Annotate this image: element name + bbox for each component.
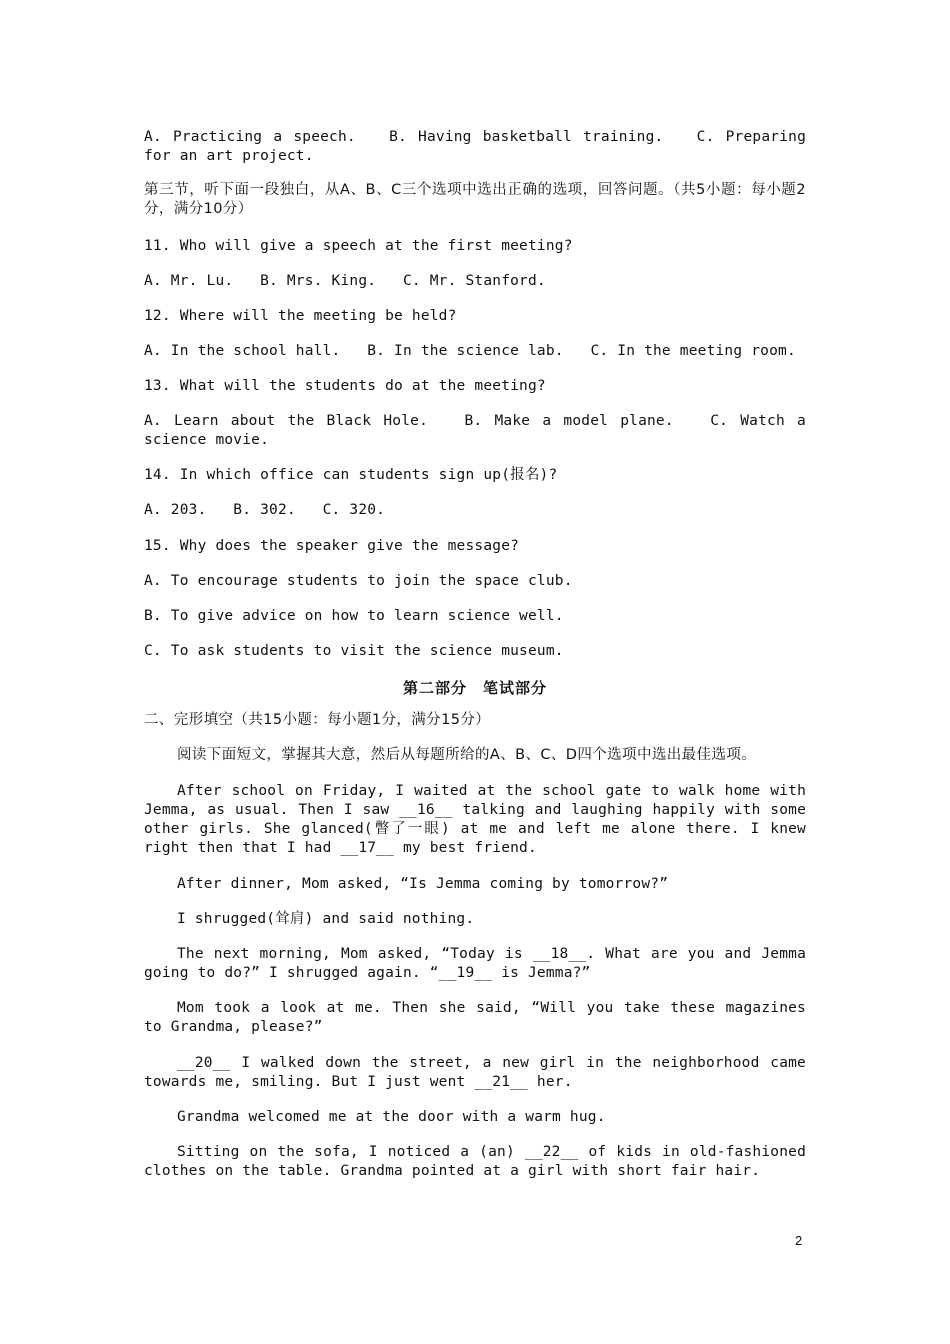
- q11-options: A. Mr. Lu. B. Mrs. King. C. Mr. Stanford.: [144, 273, 546, 289]
- question-11: 11. Who will give a speech at the first meeting?: [144, 238, 573, 254]
- cloze-title: 二、完形填空（共15小题：每小题1分，满分15分）: [144, 712, 491, 728]
- q15-option-a: A. To encourage students to join the space club.: [144, 573, 573, 589]
- question-12: 12. Where will the meeting be held?: [144, 308, 457, 324]
- question-13: 13. What will the students do at the meeting?: [144, 378, 546, 394]
- q10-options: A. Practicing a speech. B. Having basketball training. C. Preparing for an art project.: [144, 129, 815, 164]
- q14-options: A. 203. B. 302. C. 320.: [144, 502, 386, 518]
- question-15: 15. Why does the speaker give the message?: [144, 538, 520, 554]
- paragraph-1: After school on Friday, I waited at the school gate to walk home with Jemma, as usual. Then I saw __16__ talking and laughing happily with some other girls. She glanced(瞥了一眼) at me and left me alone there. I knew right then that I had __17__ my best friend.: [144, 783, 815, 856]
- paragraph-5: Mom took a look at me. Then she said, “Will you take these magazines to Grandma, please?”: [144, 1000, 815, 1035]
- paragraph-6: __20__ I walked down the street, a new girl in the neighborhood came towards me, smiling. But I just went __21__ her.: [144, 1055, 815, 1090]
- q15-option-b: B. To give advice on how to learn science well.: [144, 608, 564, 624]
- paragraph-2: After dinner, Mom asked, “Is Jemma coming by tomorrow?”: [177, 876, 669, 892]
- page-number: 2: [795, 1233, 803, 1248]
- q12-options: A. In the school hall. B. In the science lab. C. In the meeting room.: [144, 343, 796, 359]
- paragraph-3: I shrugged(耸肩) and said nothing.: [177, 911, 475, 927]
- cloze-instruction: 阅读下面短文，掌握其大意，然后从每题所给的A、B、C、D四个选项中选出最佳选项。: [177, 747, 757, 763]
- paragraph-8: Sitting on the sofa, I noticed a (an) __22__ of kids in old-fashioned clothes on the table. Grandma pointed at a girl with short fair hair.: [144, 1144, 815, 1179]
- section-heading: 第二部分 笔试部分: [402, 679, 547, 697]
- paragraph-4: The next morning, Mom asked, “Today is __18__. What are you and Jemma going to do?” I shrugged again. “__19__ is Jemma?”: [144, 946, 815, 981]
- q13-options: A. Learn about the Black Hole. B. Make a model plane. C. Watch a science movie.: [144, 413, 815, 448]
- question-14: 14. In which office can students sign up(报名)?: [144, 467, 558, 483]
- paragraph-7: Grandma welcomed me at the door with a warm hug.: [177, 1109, 606, 1125]
- section-three-instruction: 第三节，听下面一段独白，从A、B、C三个选项中选出正确的选项，回答问题。（共5小题：每小题2分，满分10分）: [144, 182, 806, 217]
- q15-option-c: C. To ask students to visit the science museum.: [144, 643, 564, 659]
